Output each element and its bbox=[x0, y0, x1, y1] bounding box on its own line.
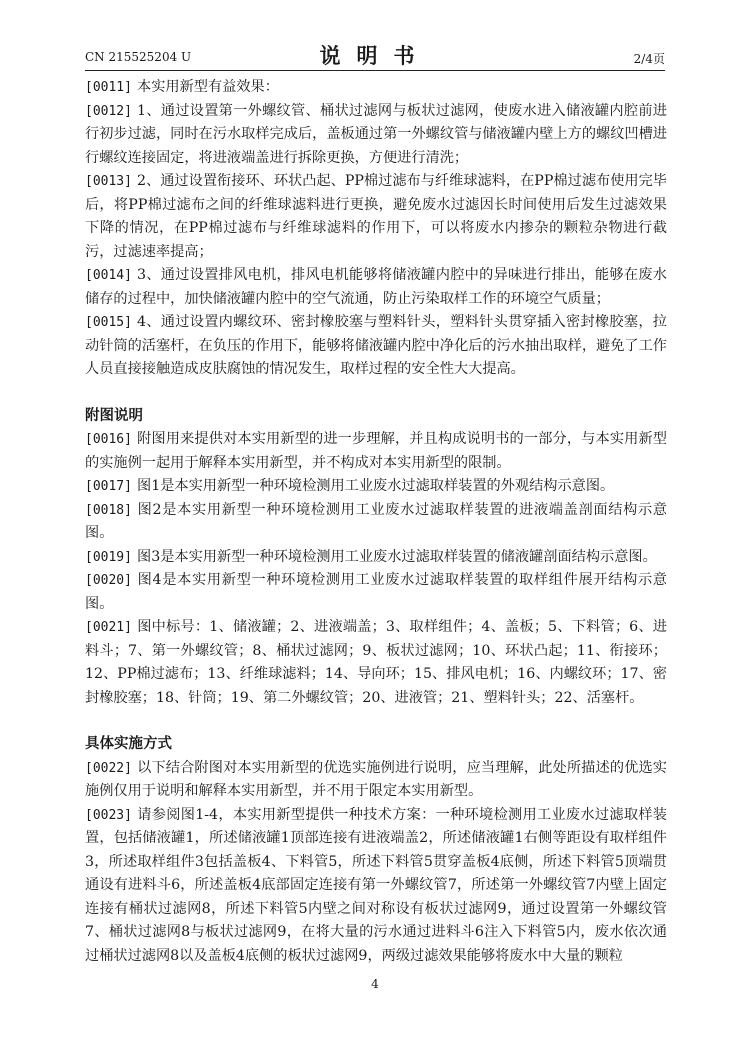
paragraph-text: 图4是本实用新型一种环境检测用工业废水过滤取样装置的取样组件展开结构示意图。 bbox=[85, 572, 667, 612]
paragraph-text: 图3是本实用新型一种环境检测用工业废水过滤取样装置的储液罐剖面结构示意图。 bbox=[137, 548, 657, 565]
paragraph bbox=[85, 264, 667, 311]
paragraph-text: 3、通过设置排风电机，排风电机能够将储液罐内腔中的异味进行排出，能够在废水储存的过程中，加快储液罐内腔中的空气流通，防止污染取样工作的环境空气质量； bbox=[85, 267, 667, 307]
paragraph bbox=[85, 170, 667, 264]
paragraph-text: 以下结合附图对本实用新型的优选实施例进行说明，应当理解，此处所描述的优选实施例仅用于说明和解释本实用新型，并不用于限定本实用新型。 bbox=[85, 759, 667, 799]
paragraph-text: 附图用来提供对本实用新型的进一步理解，并且构成说明书的一部分，与本实用新型的实施例一起用于解释本实用新型，并不构成对本实用新型的限制。 bbox=[85, 431, 667, 471]
paragraph-number: [0023] bbox=[85, 807, 132, 823]
paragraph-text: 1、通过设置第一外螺纹管、桶状过滤网与板状过滤网，使废水进入储液罐内腔前进行初步过滤，同时在污水取样完成后，盖板通过第一外螺纹管与储液罐内壁上方的螺纹凹槽进行螺纹连接固定，将进液端盖进行拆除更换，方便进行清洗； bbox=[85, 102, 667, 166]
paragraph bbox=[85, 428, 667, 475]
paragraph bbox=[85, 100, 667, 171]
embodiments-section bbox=[85, 757, 667, 969]
page-header bbox=[85, 40, 665, 70]
paragraph-number: [0020] bbox=[85, 573, 132, 588]
paragraph bbox=[85, 546, 667, 570]
paragraph-number: [0012] bbox=[85, 103, 132, 119]
paragraph-number: [0011] bbox=[85, 80, 132, 95]
paragraph-text: 图1是本实用新型一种环境检测用工业废水过滤取样装置的外观结构示意图。 bbox=[137, 478, 615, 494]
paragraph bbox=[85, 76, 667, 100]
paragraph bbox=[85, 616, 667, 710]
drawings-section bbox=[85, 428, 667, 710]
paragraph-number: [0013] bbox=[85, 174, 132, 189]
page-number: 4 bbox=[371, 977, 379, 991]
paragraph-number: [0015] bbox=[85, 315, 132, 330]
paragraph bbox=[85, 757, 667, 804]
section-heading-drawings: 附图说明 bbox=[85, 407, 143, 424]
document-body bbox=[85, 76, 667, 968]
page-label: 2/4页 bbox=[633, 52, 665, 66]
paragraph-number: [0021] bbox=[85, 620, 132, 635]
paragraph-text: 请参阅图1-4，本实用新型提供一种技术方案：一种环境检测用工业废水过滤取样装置，包括储液罐1，所述储液罐1顶部连接有进液端盖2，所述储液罐1右侧等距设有取样组件3，所述取样组件3包括盖板4、下料管5，所述下料管5贯穿盖板4底侧，所述下料管5顶端贯通设有进料斗6，所述盖板4底部固定连接有第一外螺纹管7，所述第一外螺纹管7内壁上固定连接有桶状过滤网8，所述下料管5内壁之间对称设有板状过滤网9，通过设置第一外螺纹管7、桶状过滤网8与板状过滤网9，在将大量的污水通过进料斗6注入下料管5内，废水依次通过桶状过滤网8以及盖板4底侧的板状过滤网9，两级过滤效果能够将废水中大量的颗粒 bbox=[85, 806, 667, 964]
paragraph bbox=[85, 499, 667, 546]
paragraph-text: 图中标号：1、储液罐；2、进液端盖；3、取样组件；4、盖板；5、下料管；6、进料斗；7、第一外螺纹管；8、桶状过滤网；9、板状过滤网；10、环状凸起；11、衔接环；12、PP棉过滤布；13、纤维球滤料；14、导向环；15、排风电机；16、内螺纹环；17、密封橡胶塞；18、针筒；19、第二外螺纹管；20、进液管；21、塑料针头；22、活塞杆。 bbox=[85, 619, 667, 706]
patent-number: CN 215525204 U bbox=[85, 50, 192, 64]
paragraph-number: [0016] bbox=[85, 432, 132, 447]
paragraph-number: [0022] bbox=[85, 760, 132, 776]
effects-section bbox=[85, 76, 667, 382]
paragraph-text: 图2是本实用新型一种环境检测用工业废水过滤取样装置的进液端盖剖面结构示意图。 bbox=[85, 501, 667, 541]
paragraph-number: [0014] bbox=[85, 268, 132, 283]
paragraph-text: 4、通过设置内螺纹环、密封橡胶塞与塑料针头，塑料针头贯穿插入密封橡胶塞，拉动针筒的活塞杆，在负压的作用下，能够将储液罐内腔中净化后的污水抽出取样，避免了工作人员直接接触造成皮肤腐蚀的情况发生，取样过程的安全性大大提高。 bbox=[85, 314, 667, 377]
paragraph bbox=[85, 804, 667, 969]
paragraph bbox=[85, 475, 667, 499]
section-heading-embodiments: 具体实施方式 bbox=[85, 736, 172, 752]
paragraph bbox=[85, 311, 667, 382]
paragraph bbox=[85, 569, 667, 616]
paragraph-text: 2、通过设置衔接环、环状凸起、PP棉过滤布与纤维球滤料，在PP棉过滤布使用完毕后，将PP棉过滤布之间的纤维球滤料进行更换，避免废水过滤因长时间使用后发生过滤效果下降的情况，在PP棉过滤布与纤维球滤料的作用下，可以将废水内掺杂的颗粒杂物进行截污，过滤速率提高； bbox=[85, 173, 667, 260]
header-rule bbox=[85, 70, 665, 71]
paragraph-number: [0018] bbox=[85, 502, 132, 518]
paragraph-number: [0017] bbox=[85, 479, 132, 494]
paragraph-text: 本实用新型有益效果： bbox=[137, 79, 279, 95]
paragraph-number: [0019] bbox=[85, 549, 132, 565]
document-title: 说明书 bbox=[319, 43, 431, 68]
